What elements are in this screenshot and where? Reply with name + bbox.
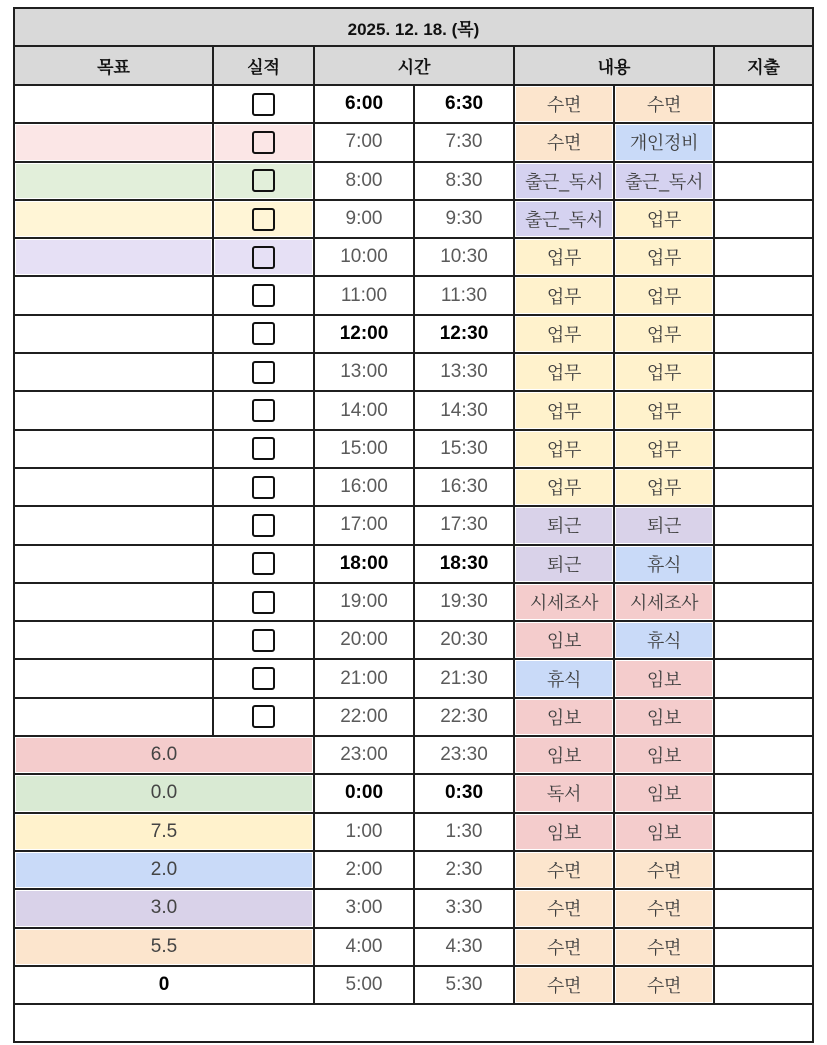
result-cell[interactable] (214, 622, 313, 658)
activity-cell[interactable]: 퇴근 (615, 507, 713, 543)
header-time: 시간 (315, 47, 513, 84)
notes-row[interactable] (15, 1005, 812, 1041)
activity-cell[interactable]: 수면 (615, 890, 713, 926)
result-cell[interactable] (214, 86, 313, 122)
goal-cell[interactable] (15, 163, 212, 199)
activity-cell[interactable]: 임보 (515, 699, 613, 735)
activity-cell[interactable]: 임보 (515, 622, 613, 658)
activity-cell[interactable]: 업무 (615, 392, 713, 428)
goal-cell[interactable] (15, 354, 212, 390)
result-checkbox[interactable] (252, 552, 275, 575)
start-time-cell: 0:00 (315, 775, 413, 811)
expense-cell[interactable] (715, 660, 812, 696)
activity-cell[interactable]: 임보 (615, 814, 713, 850)
expense-cell[interactable] (715, 699, 812, 735)
activity-cell[interactable]: 업무 (515, 392, 613, 428)
end-time-cell: 5:30 (415, 967, 513, 1003)
activity-cell[interactable]: 임보 (615, 660, 713, 696)
result-cell[interactable] (214, 431, 313, 467)
activity-cell[interactable]: 업무 (515, 316, 613, 352)
activity-cell[interactable]: 업무 (615, 354, 713, 390)
expense-cell[interactable] (715, 239, 812, 275)
activity-cell[interactable]: 임보 (615, 699, 713, 735)
start-time-cell: 14:00 (315, 392, 413, 428)
result-checkbox[interactable] (252, 361, 275, 384)
expense-cell[interactable] (715, 967, 812, 1003)
activity-cell[interactable]: 업무 (615, 201, 713, 237)
result-checkbox[interactable] (252, 284, 275, 307)
start-time-cell: 15:00 (315, 431, 413, 467)
start-time-cell: 4:00 (315, 929, 413, 965)
activity-cell[interactable]: 업무 (515, 277, 613, 313)
result-cell[interactable] (214, 201, 313, 237)
expense-cell[interactable] (715, 469, 812, 505)
activity-cell[interactable]: 수면 (515, 86, 613, 122)
result-cell[interactable] (214, 546, 313, 582)
summary-value: 7.5 (15, 814, 313, 850)
activity-cell[interactable]: 퇴근 (515, 546, 613, 582)
expense-cell[interactable] (715, 775, 812, 811)
goal-cell[interactable] (15, 660, 212, 696)
activity-cell[interactable]: 업무 (515, 469, 613, 505)
activity-cell[interactable]: 임보 (515, 737, 613, 773)
header-result: 실적 (214, 47, 313, 84)
expense-cell[interactable] (715, 431, 812, 467)
expense-cell[interactable] (715, 316, 812, 352)
goal-cell[interactable] (15, 546, 212, 582)
end-time-cell: 21:30 (415, 660, 513, 696)
activity-cell[interactable]: 임보 (615, 775, 713, 811)
end-time-cell: 10:30 (415, 239, 513, 275)
end-time-cell: 7:30 (415, 124, 513, 160)
expense-cell[interactable] (715, 163, 812, 199)
result-checkbox[interactable] (252, 208, 275, 231)
end-time-cell: 23:30 (415, 737, 513, 773)
activity-cell[interactable]: 퇴근 (515, 507, 613, 543)
result-cell[interactable] (214, 354, 313, 390)
result-cell[interactable] (214, 507, 313, 543)
goal-cell[interactable] (15, 622, 212, 658)
result-checkbox[interactable] (252, 437, 275, 460)
activity-cell[interactable]: 수면 (515, 890, 613, 926)
result-cell[interactable] (214, 660, 313, 696)
expense-cell[interactable] (715, 546, 812, 582)
start-time-cell: 22:00 (315, 699, 413, 735)
activity-cell[interactable]: 수면 (615, 967, 713, 1003)
end-time-cell: 0:30 (415, 775, 513, 811)
goal-cell[interactable] (15, 316, 212, 352)
end-time-cell: 17:30 (415, 507, 513, 543)
summary-value: 2.0 (15, 852, 313, 888)
end-time-cell: 3:30 (415, 890, 513, 926)
expense-cell[interactable] (715, 124, 812, 160)
start-time-cell: 6:00 (315, 86, 413, 122)
result-checkbox[interactable] (252, 705, 275, 728)
start-time-cell: 21:00 (315, 660, 413, 696)
start-time-cell: 18:00 (315, 546, 413, 582)
start-time-cell: 9:00 (315, 201, 413, 237)
result-cell[interactable] (214, 239, 313, 275)
activity-cell[interactable]: 업무 (615, 316, 713, 352)
activity-cell[interactable]: 업무 (515, 431, 613, 467)
result-checkbox[interactable] (252, 169, 275, 192)
activity-cell[interactable]: 수면 (615, 929, 713, 965)
goal-cell[interactable] (15, 392, 212, 428)
start-time-cell: 17:00 (315, 507, 413, 543)
start-time-cell: 1:00 (315, 814, 413, 850)
summary-value: 0.0 (15, 775, 313, 811)
activity-cell[interactable]: 업무 (515, 354, 613, 390)
end-time-cell: 1:30 (415, 814, 513, 850)
result-cell[interactable] (214, 277, 313, 313)
header-content: 내용 (515, 47, 713, 84)
activity-cell[interactable]: 수면 (515, 929, 613, 965)
date-title: 2025. 12. 18. (목) (15, 9, 812, 45)
activity-cell[interactable]: 업무 (615, 277, 713, 313)
start-time-cell: 23:00 (315, 737, 413, 773)
result-checkbox[interactable] (252, 93, 275, 116)
expense-cell[interactable] (715, 814, 812, 850)
end-time-cell: 11:30 (415, 277, 513, 313)
expense-cell[interactable] (715, 354, 812, 390)
expense-cell[interactable] (715, 929, 812, 965)
expense-cell[interactable] (715, 277, 812, 313)
result-cell[interactable] (214, 124, 313, 160)
end-time-cell: 14:30 (415, 392, 513, 428)
daily-schedule-sheet (13, 7, 814, 1043)
start-time-cell: 5:00 (315, 967, 413, 1003)
end-time-cell: 6:30 (415, 86, 513, 122)
expense-cell[interactable] (715, 737, 812, 773)
start-time-cell: 16:00 (315, 469, 413, 505)
expense-cell[interactable] (715, 890, 812, 926)
goal-cell[interactable] (15, 431, 212, 467)
activity-cell[interactable]: 수면 (615, 852, 713, 888)
result-checkbox[interactable] (252, 476, 275, 499)
expense-cell[interactable] (715, 86, 812, 122)
end-time-cell: 20:30 (415, 622, 513, 658)
goal-cell[interactable] (15, 507, 212, 543)
result-cell[interactable] (214, 316, 313, 352)
activity-cell[interactable]: 업무 (615, 469, 713, 505)
result-checkbox[interactable] (252, 246, 275, 269)
result-checkbox[interactable] (252, 629, 275, 652)
activity-cell[interactable]: 휴식 (615, 622, 713, 658)
expense-cell[interactable] (715, 852, 812, 888)
activity-cell[interactable]: 휴식 (615, 546, 713, 582)
result-cell[interactable] (214, 469, 313, 505)
expense-cell[interactable] (715, 507, 812, 543)
goal-cell[interactable] (15, 201, 212, 237)
end-time-cell: 9:30 (415, 201, 513, 237)
start-time-cell: 7:00 (315, 124, 413, 160)
end-time-cell: 19:30 (415, 584, 513, 620)
activity-cell[interactable]: 수면 (515, 967, 613, 1003)
start-time-cell: 19:00 (315, 584, 413, 620)
start-time-cell: 2:00 (315, 852, 413, 888)
end-time-cell: 22:30 (415, 699, 513, 735)
activity-cell[interactable]: 개인정비 (615, 124, 713, 160)
goal-cell[interactable] (15, 469, 212, 505)
summary-value: 0 (15, 967, 313, 1003)
header-goal: 목표 (15, 47, 212, 84)
summary-value: 5.5 (15, 929, 313, 965)
activity-cell[interactable]: 임보 (615, 737, 713, 773)
end-time-cell: 4:30 (415, 929, 513, 965)
expense-cell[interactable] (715, 584, 812, 620)
result-cell[interactable] (214, 163, 313, 199)
summary-value: 6.0 (15, 737, 313, 773)
end-time-cell: 2:30 (415, 852, 513, 888)
end-time-cell: 15:30 (415, 431, 513, 467)
result-cell[interactable] (214, 584, 313, 620)
expense-cell[interactable] (715, 392, 812, 428)
activity-cell[interactable]: 업무 (615, 239, 713, 275)
result-checkbox[interactable] (252, 131, 275, 154)
goal-cell[interactable] (15, 86, 212, 122)
activity-cell[interactable]: 시세조사 (615, 584, 713, 620)
expense-cell[interactable] (715, 201, 812, 237)
activity-cell[interactable]: 시세조사 (515, 584, 613, 620)
start-time-cell: 10:00 (315, 239, 413, 275)
result-cell[interactable] (214, 699, 313, 735)
summary-value: 3.0 (15, 890, 313, 926)
start-time-cell: 11:00 (315, 277, 413, 313)
header-expense: 지출 (715, 47, 812, 84)
result-checkbox[interactable] (252, 591, 275, 614)
start-time-cell: 20:00 (315, 622, 413, 658)
goal-cell[interactable] (15, 277, 212, 313)
goal-cell[interactable] (15, 699, 212, 735)
goal-cell[interactable] (15, 239, 212, 275)
end-time-cell: 8:30 (415, 163, 513, 199)
activity-cell[interactable]: 임보 (515, 814, 613, 850)
goal-cell[interactable] (15, 584, 212, 620)
activity-cell[interactable]: 수면 (515, 124, 613, 160)
start-time-cell: 12:00 (315, 316, 413, 352)
result-cell[interactable] (214, 392, 313, 428)
end-time-cell: 16:30 (415, 469, 513, 505)
activity-cell[interactable]: 출근_독서 (515, 201, 613, 237)
result-checkbox[interactable] (252, 399, 275, 422)
start-time-cell: 13:00 (315, 354, 413, 390)
activity-cell[interactable]: 업무 (515, 239, 613, 275)
activity-cell[interactable]: 출근_독서 (615, 163, 713, 199)
start-time-cell: 8:00 (315, 163, 413, 199)
activity-cell[interactable]: 업무 (615, 431, 713, 467)
activity-cell[interactable]: 휴식 (515, 660, 613, 696)
result-checkbox[interactable] (252, 667, 275, 690)
activity-cell[interactable]: 수면 (615, 86, 713, 122)
start-time-cell: 3:00 (315, 890, 413, 926)
expense-cell[interactable] (715, 622, 812, 658)
end-time-cell: 12:30 (415, 316, 513, 352)
activity-cell[interactable]: 독서 (515, 775, 613, 811)
goal-cell[interactable] (15, 124, 212, 160)
activity-cell[interactable]: 출근_독서 (515, 163, 613, 199)
end-time-cell: 13:30 (415, 354, 513, 390)
result-checkbox[interactable] (252, 322, 275, 345)
result-checkbox[interactable] (252, 514, 275, 537)
end-time-cell: 18:30 (415, 546, 513, 582)
activity-cell[interactable]: 수면 (515, 852, 613, 888)
